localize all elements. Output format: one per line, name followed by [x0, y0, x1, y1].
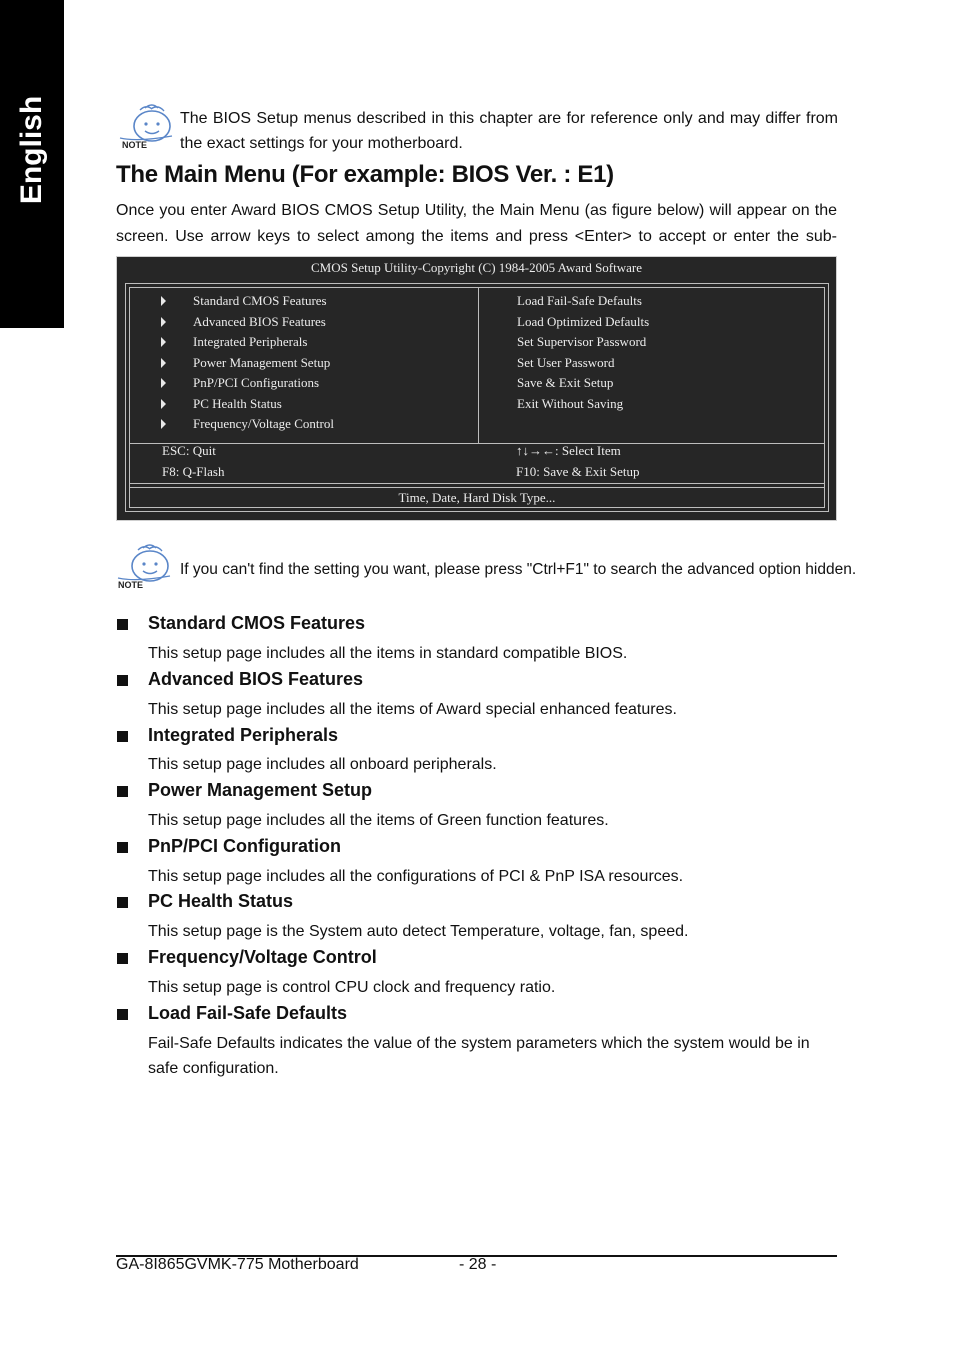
intro-paragraph: Once you enter Award BIOS CMOS Setup Utility, the Main Menu (as figure below) will appear on the screen. Use arrow keys to select among the items and press <Enter> to accept or enter the sub-	[116, 202, 837, 245]
bullet-square-icon	[117, 675, 128, 686]
bullet-square-icon	[117, 731, 128, 742]
bios-divider-status	[130, 483, 824, 484]
submenu-arrow-icon	[161, 419, 166, 429]
bios-key-arrows: ↑↓→←: Select Item	[516, 443, 621, 458]
bios-item-advanced-bios[interactable]: Advanced BIOS Features	[193, 314, 326, 329]
note-icon	[118, 100, 174, 150]
bullet-square-icon	[117, 1009, 128, 1020]
language-side-tab	[0, 0, 64, 328]
note-icon-label: NOTE	[122, 140, 148, 150]
bios-item-exit-without-saving[interactable]: Exit Without Saving	[517, 396, 624, 411]
bios-inner-frame	[129, 287, 825, 508]
section-title-load-fail-safe: Load Fail-Safe Defaults	[148, 1003, 348, 1023]
bios-item-supervisor-password[interactable]: Set Supervisor Password	[517, 334, 647, 349]
bios-item-pnp-pci[interactable]: PnP/PCI Configurations	[193, 375, 320, 390]
section-title-power-management: Power Management Setup	[148, 780, 373, 800]
page-title: The Main Menu (For example: BIOS Ver. : E1)	[116, 161, 614, 188]
bios-key-f8: F8: Q-Flash	[162, 464, 225, 479]
bios-divider-keys	[130, 443, 824, 444]
bios-item-integrated-peripherals[interactable]: Integrated Peripherals	[193, 334, 308, 349]
bios-item-user-password[interactable]: Set User Password	[517, 355, 615, 370]
bios-item-pc-health[interactable]: PC Health Status	[193, 396, 282, 411]
bios-column-divider	[478, 288, 479, 443]
bios-item-load-optimized[interactable]: Load Optimized Defaults	[517, 314, 650, 329]
bullet-square-icon	[117, 786, 128, 797]
submenu-arrow-icon	[161, 317, 166, 327]
section-title-standard-cmos: Standard CMOS Features	[148, 613, 366, 633]
bios-item-power-management[interactable]: Power Management Setup	[193, 355, 331, 370]
section-desc-integrated-peripherals: This setup page includes all onboard peripherals.	[148, 756, 497, 773]
section-title-advanced-bios: Advanced BIOS Features	[148, 669, 364, 689]
section-desc-pc-health: This setup page is the System auto detect Temperature, voltage, fan, speed.	[148, 923, 689, 940]
submenu-arrow-icon	[161, 337, 166, 347]
section-desc-power-management: This setup page includes all the items of Green function features.	[148, 812, 609, 829]
section-desc-pnp-pci: This setup page includes all the configurations of PCI & PnP ISA resources.	[148, 868, 684, 885]
bios-status-line: Time, Date, Hard Disk Type...	[398, 490, 556, 505]
bullet-square-icon	[117, 953, 128, 964]
bios-key-f10: F10: Save & Exit Setup	[516, 464, 640, 479]
section-title-frequency-voltage: Frequency/Voltage Control	[148, 947, 377, 967]
submenu-arrow-icon	[161, 358, 166, 368]
note-icon	[116, 540, 172, 590]
section-title-integrated-peripherals: Integrated Peripherals	[148, 725, 339, 745]
bullet-square-icon	[117, 842, 128, 853]
section-desc-frequency-voltage: This setup page is control CPU clock and frequency ratio.	[148, 979, 556, 996]
bios-item-frequency-voltage[interactable]: Frequency/Voltage Control	[193, 416, 334, 431]
submenu-arrow-icon	[161, 296, 166, 306]
submenu-arrow-icon	[161, 378, 166, 388]
note-icon-label: NOTE	[118, 580, 144, 590]
section-desc-standard-cmos: This setup page includes all the items in standard compatible BIOS.	[148, 645, 628, 662]
section-desc-advanced-bios: This setup page includes all the items of Award special enhanced features.	[148, 701, 677, 718]
bios-title: CMOS Setup Utility-Copyright (C) 1984-2005 Award Software	[310, 260, 642, 275]
bios-frame	[125, 283, 829, 512]
submenu-arrow-icon	[161, 399, 166, 409]
section-desc-load-fail-safe: Fail-Safe Defaults indicates the value of the system parameters which the system would be in safe configuration.	[148, 1035, 810, 1077]
section-title-pnp-pci: PnP/PCI Configuration	[148, 836, 341, 856]
page-number: - 28 -	[459, 1256, 497, 1273]
note-2-text: If you can't find the setting you want, please press "Ctrl+F1" to search the advanced option hidden.	[180, 561, 857, 578]
footer-model: GA-8I865GVMK-775 Motherboard	[116, 1256, 359, 1273]
bios-main-menu-screen	[116, 256, 837, 521]
bullet-square-icon	[117, 619, 128, 630]
bullet-square-icon	[117, 897, 128, 908]
bios-divider-status-2	[130, 487, 824, 488]
bios-key-esc: ESC: Quit	[162, 443, 216, 458]
language-label: English	[15, 95, 48, 205]
bios-item-save-exit[interactable]: Save & Exit Setup	[517, 375, 614, 390]
bios-item-standard-cmos[interactable]: Standard CMOS Features	[193, 293, 327, 308]
section-title-pc-health: PC Health Status	[148, 891, 294, 911]
note-1-text: The BIOS Setup menus described in this chapter are for reference only and may differ from the exact settings for your motherboard.	[180, 110, 838, 152]
bios-item-load-fail-safe[interactable]: Load Fail-Safe Defaults	[517, 293, 642, 308]
